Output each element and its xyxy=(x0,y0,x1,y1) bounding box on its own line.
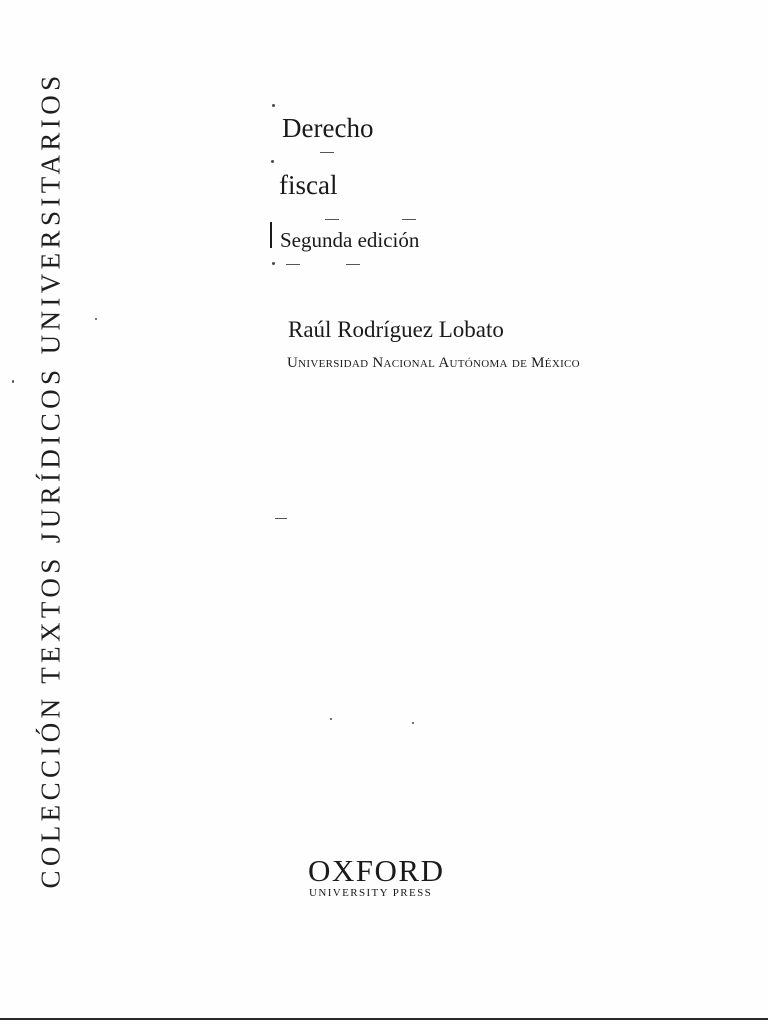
bottom-rule xyxy=(0,1018,768,1020)
scan-speck xyxy=(412,722,414,724)
scan-speck xyxy=(272,104,275,107)
scan-dash xyxy=(346,264,360,265)
scan-speck xyxy=(95,318,97,320)
author-affiliation: Universidad Nacional Autónoma de México xyxy=(287,355,580,371)
author-name: Raúl Rodríguez Lobato xyxy=(288,317,504,342)
scan-speck xyxy=(330,718,332,720)
scan-speck xyxy=(12,380,14,383)
collection-spine xyxy=(26,40,76,920)
book-title-line-2: fiscal xyxy=(279,170,338,200)
scan-dash xyxy=(286,264,300,265)
publisher-logo: OXFORD xyxy=(308,853,445,888)
edition-label: Segunda edición xyxy=(280,228,420,252)
book-title-line-1: Derecho xyxy=(282,113,374,143)
scan-dash xyxy=(320,152,334,153)
edition-bar xyxy=(270,222,272,248)
publisher-subtitle: UNIVERSITY PRESS xyxy=(309,887,433,899)
scan-dash xyxy=(402,219,416,220)
scan-speck xyxy=(271,160,274,163)
scan-speck xyxy=(272,262,275,265)
scan-dash xyxy=(325,219,339,220)
collection-title: COLECCIÓN TEXTOS JURÍDICOS UNIVERSITARIOS xyxy=(35,71,66,889)
scan-dash xyxy=(275,518,287,519)
